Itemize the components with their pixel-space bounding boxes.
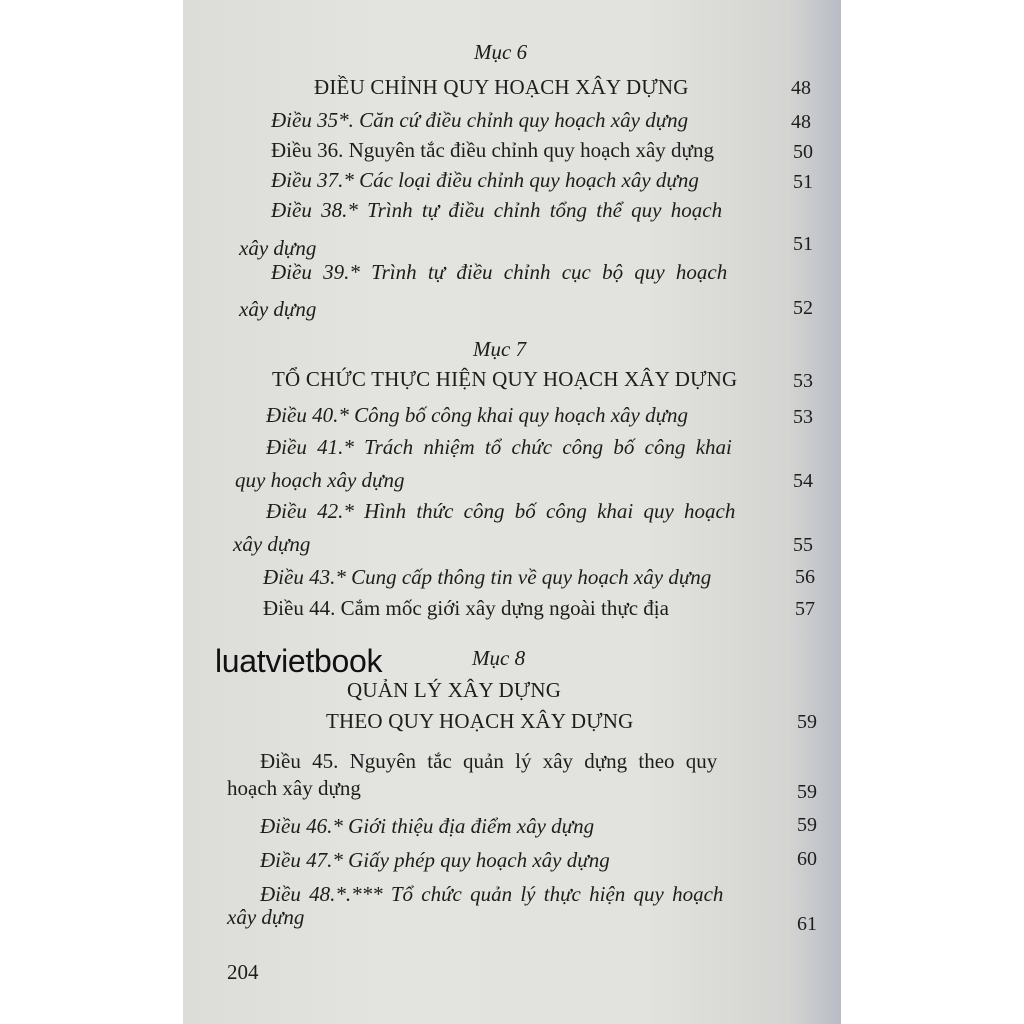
toc-entry-continuation: xây dựng bbox=[233, 532, 311, 556]
section-page: 48 bbox=[791, 77, 811, 99]
toc-page: 53 bbox=[793, 406, 813, 428]
toc-entry: Điều 35*. Căn cứ điều chỉnh quy hoạch xây dựng bbox=[271, 108, 689, 132]
section-page: 53 bbox=[793, 370, 813, 392]
toc-page: 52 bbox=[793, 297, 813, 319]
toc-entry: Điều 42.* Hình thức công bố công khai quy hoạch bbox=[266, 499, 736, 523]
toc-entry: Điều 43.* Cung cấp thông tin về quy hoạch xây dựng bbox=[263, 565, 712, 589]
toc-entry-continuation: quy hoạch xây dựng bbox=[235, 468, 405, 492]
toc-entry: Điều 36. Nguyên tắc điều chỉnh quy hoạch xây dựng bbox=[271, 138, 714, 162]
toc-page: 57 bbox=[795, 598, 815, 620]
section-title-line-2: THEO QUY HOẠCH XÂY DỰNG bbox=[326, 709, 634, 733]
toc-entry: Điều 44. Cắm mốc giới xây dựng ngoài thực địa bbox=[263, 596, 669, 620]
section-label: Mục 8 bbox=[472, 646, 526, 670]
toc-entry: Điều 40.* Công bố công khai quy hoạch xây dựng bbox=[266, 403, 689, 427]
section-title-line-1: QUẢN LÝ XÂY DỰNG bbox=[347, 678, 562, 702]
toc-entry: Điều 47.* Giấy phép quy hoạch xây dựng bbox=[260, 848, 610, 872]
toc-entry-continuation: xây dựng bbox=[239, 297, 317, 321]
toc-page: 60 bbox=[797, 848, 817, 870]
toc-entry: Điều 46.* Giới thiệu địa điểm xây dựng bbox=[260, 814, 595, 838]
toc-page: 59 bbox=[797, 814, 817, 836]
toc-page: 50 bbox=[793, 141, 813, 163]
toc-page: 56 bbox=[795, 566, 815, 588]
section-label: Mục 7 bbox=[473, 337, 527, 361]
page-number: 204 bbox=[227, 960, 259, 984]
section-page: 59 bbox=[797, 711, 817, 733]
toc-page: 48 bbox=[791, 111, 811, 133]
book-page bbox=[183, 0, 841, 1024]
watermark-logo: luatvietbook bbox=[215, 643, 383, 679]
toc-entry: Điều 38.* Trình tự điều chỉnh tổng thể quy hoạch bbox=[271, 198, 723, 222]
toc-entry: Điều 39.* Trình tự điều chỉnh cục bộ quy hoạch bbox=[271, 260, 728, 284]
toc-entry: Điều 37.* Các loại điều chỉnh quy hoạch xây dựng bbox=[271, 168, 699, 192]
toc-entry-continuation: xây dựng bbox=[227, 905, 305, 929]
toc-entry: Điều 48.*.*** Tổ chức quản lý thực hiện quy hoạch bbox=[260, 882, 724, 906]
toc-page: 51 bbox=[793, 171, 813, 193]
toc-entry-continuation: xây dựng bbox=[239, 236, 317, 260]
toc-entry: Điều 41.* Trách nhiệm tổ chức công bố công khai bbox=[266, 435, 732, 459]
toc-page: 51 bbox=[793, 233, 813, 255]
toc-entry: Điều 45. Nguyên tắc quản lý xây dựng theo quy bbox=[260, 749, 718, 773]
section-title: TỔ CHỨC THỰC HIỆN QUY HOẠCH XÂY DỰNG bbox=[272, 367, 738, 391]
toc-page: 54 bbox=[793, 470, 813, 492]
section-title: ĐIỀU CHỈNH QUY HOẠCH XÂY DỰNG bbox=[314, 75, 689, 99]
section-label: Mục 6 bbox=[474, 40, 528, 64]
toc-page: 55 bbox=[793, 534, 813, 556]
toc-page: 59 bbox=[797, 781, 817, 803]
toc-entry-continuation: hoạch xây dựng bbox=[227, 776, 361, 800]
toc-page: 61 bbox=[797, 913, 817, 935]
